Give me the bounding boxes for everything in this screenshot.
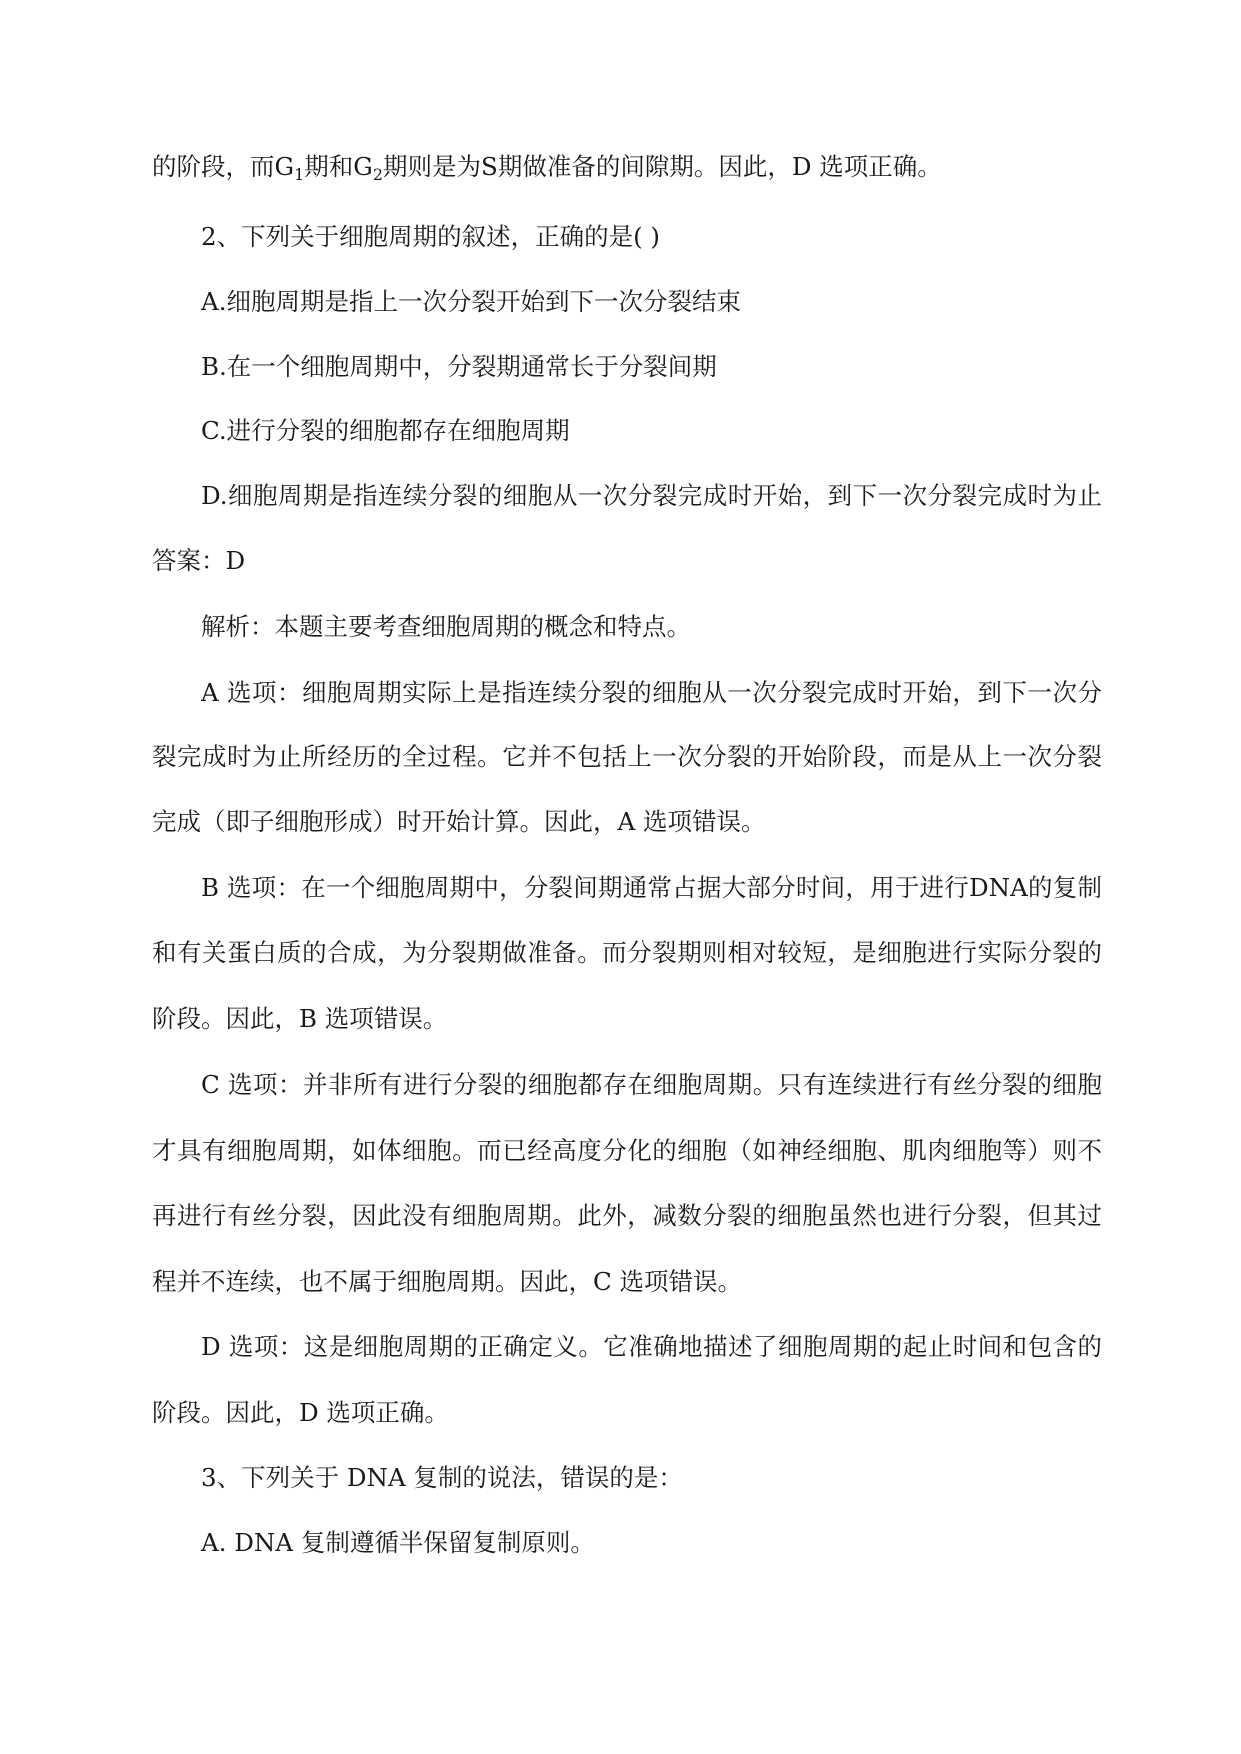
question-2-option-c: C.进行分裂的细胞都存在细胞周期 (201, 416, 570, 445)
continued-paragraph-line (152, 150, 1102, 184)
analysis-option-a-line: A 选项：细胞周期实际上是指连续分裂的细胞从一次分裂完成时开始，到下一次分 (201, 678, 1102, 707)
analysis-option-b-line: 阶段。因此，B 选项错误。 (152, 1004, 448, 1033)
analysis-option-c-line: 才具有细胞周期，如体细胞。而已经高度分化的细胞（如神经细胞、肌肉细胞等）则不 (152, 1136, 1102, 1165)
analysis-option-c-line: C 选项：并非所有进行分裂的细胞都存在细胞周期。只有连续进行有丝分裂的细胞 (201, 1070, 1102, 1099)
analysis-option-b-line: B 选项：在一个细胞周期中，分裂间期通常占据大部分时间，用于进行DNA的复制 (201, 873, 1102, 902)
question-2-option-a: A.细胞周期是指上一次分裂开始到下一次分裂结束 (201, 287, 741, 316)
analysis-option-a-line: 裂完成时为止所经历的全过程。它并不包括上一次分裂的开始阶段，而是从上一次分裂 (152, 742, 1102, 771)
analysis-option-b-line: 和有关蛋白质的合成，为分裂期做准备。而分裂期则相对较短，是细胞进行实际分裂的 (152, 938, 1102, 967)
analysis-option-c-line: 程并不连续，也不属于细胞周期。因此，C 选项错误。 (152, 1267, 743, 1296)
analysis-option-c-line: 再进行有丝分裂，因此没有细胞周期。此外，减数分裂的细胞虽然也进行分裂，但其过 (152, 1201, 1102, 1230)
question-2-answer: 答案：D (152, 546, 246, 575)
question-3-option-a: A. DNA 复制遵循半保留复制原则。 (201, 1528, 595, 1557)
analysis-option-d-line: D 选项：这是细胞周期的正确定义。它准确地描述了细胞周期的起止时间和包含的 (201, 1332, 1102, 1361)
text-run: 期和G (304, 152, 373, 181)
text-run: 期则是为S期做准备的间隙期。因此，D 选项正确。 (383, 152, 942, 181)
analysis-intro: 解析：本题主要考查细胞周期的概念和特点。 (201, 612, 691, 641)
subscript-run: 2 (372, 164, 384, 184)
text-run: 的阶段，而G (152, 152, 295, 181)
subscript-run: 1 (294, 164, 305, 184)
question-3-stem: 3、下列关于 DNA 复制的说法，错误的是： (201, 1463, 683, 1492)
analysis-option-d-line: 阶段。因此，D 选项正确。 (152, 1398, 449, 1427)
question-2-option-d: D.细胞周期是指连续分裂的细胞从一次分裂完成时开始，到下一次分裂完成时为止 (201, 481, 1102, 510)
question-2-stem: 2、下列关于细胞周期的叙述，正确的是( ) (201, 222, 660, 251)
question-2-option-b: B.在一个细胞周期中，分裂期通常长于分裂间期 (201, 352, 717, 381)
analysis-option-a-line: 完成（即子细胞形成）时开始计算。因此，A 选项错误。 (152, 807, 766, 836)
